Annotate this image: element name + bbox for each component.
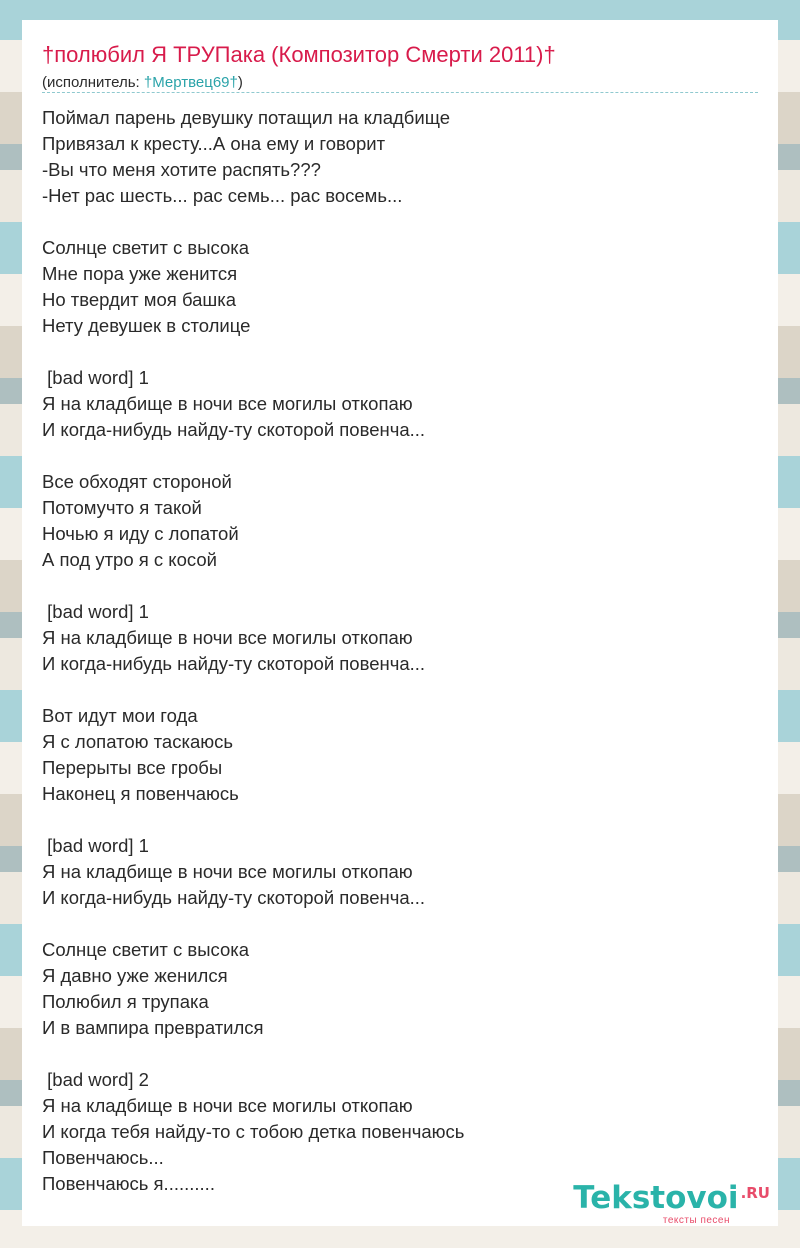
lyric-line — [42, 443, 758, 469]
lyric-line: Наконец я повенчаюсь — [42, 783, 239, 804]
lyric-line — [42, 807, 758, 833]
artist-prefix: (исполнитель: — [42, 74, 144, 91]
lyric-line — [42, 339, 758, 365]
lyric-line: Я на кладбище в ночи все могилы откопаю — [42, 627, 413, 648]
lyric-line: [bad word] 1 — [42, 601, 149, 622]
lyric-line — [42, 911, 758, 937]
lyric-line: Нету девушек в столице — [42, 315, 251, 336]
dashed-divider — [42, 92, 758, 93]
lyric-line — [42, 209, 758, 235]
lyric-line: Полюбил я трупака — [42, 991, 209, 1012]
lyric-line: Я на кладбище в ночи все могилы откопаю — [42, 861, 413, 882]
song-title: †полюбил Я ТРУПака (Композитор Смерти 2011)† — [42, 42, 556, 67]
lyrics-card — [22, 20, 778, 1226]
lyric-line: [bad word] 1 — [42, 367, 149, 388]
lyric-line: И в вампира превратился — [42, 1017, 264, 1038]
artist-suffix: ) — [237, 74, 243, 91]
lyric-line: Повенчаюсь... — [42, 1147, 164, 1168]
lyric-line: И когда-нибудь найду-ту скоторой повенча... — [42, 653, 426, 674]
site-logo[interactable] — [560, 1180, 770, 1228]
lyric-line: Перерыты все гробы — [42, 757, 223, 778]
lyric-line: Мне пора уже женится — [42, 263, 238, 284]
lyric-line: [bad word] 2 — [42, 1069, 149, 1090]
lyric-line: Я давно уже женился — [42, 965, 228, 986]
lyric-line: А под утро я с косой — [42, 549, 217, 570]
lyric-line — [42, 573, 758, 599]
logo-tagline: тексты песен — [662, 1215, 730, 1226]
artist-link[interactable]: †Мертвец69† — [143, 74, 238, 91]
lyrics-text — [42, 105, 758, 1197]
logo-tld: .RU — [740, 1184, 770, 1202]
lyric-line — [42, 677, 758, 703]
lyric-line: Повенчаюсь я.......... — [42, 1173, 215, 1194]
lyric-line: Солнце светит с высока — [42, 237, 250, 258]
lyric-line: -Нет рас шесть... рас семь... рас восемь... — [42, 185, 403, 206]
lyric-line: Я с лопатою таскаюсь — [42, 731, 234, 752]
lyric-line: Потомучто я такой — [42, 497, 202, 518]
lyric-line: Привязал к кресту...А она ему и говорит — [42, 133, 386, 154]
lyric-line: И когда-нибудь найду-ту скоторой повенча... — [42, 419, 426, 440]
lyric-line: Я на кладбище в ночи все могилы откопаю — [42, 393, 413, 414]
lyric-line: Но твердит моя башка — [42, 289, 237, 310]
lyric-line: Поймал парень девушку потащил на кладбище — [42, 107, 451, 128]
lyric-line — [42, 1041, 758, 1067]
logo-wordmark: Tekstovoi — [573, 1180, 739, 1216]
lyric-line: [bad word] 1 — [42, 835, 149, 856]
lyric-line: -Вы что меня хотите распять??? — [42, 159, 321, 180]
lyric-line: И когда-нибудь найду-ту скоторой повенча... — [42, 887, 426, 908]
artist-line — [42, 74, 243, 91]
lyric-line: Я на кладбище в ночи все могилы откопаю — [42, 1095, 413, 1116]
lyric-line: Вот идут мои года — [42, 705, 198, 726]
lyric-line: Все обходят стороной — [42, 471, 232, 492]
lyric-line: Солнце светит с высока — [42, 939, 250, 960]
lyric-line: Ночью я иду с лопатой — [42, 523, 239, 544]
lyric-line: И когда тебя найду-то с тобою детка повенчаюсь — [42, 1121, 465, 1142]
